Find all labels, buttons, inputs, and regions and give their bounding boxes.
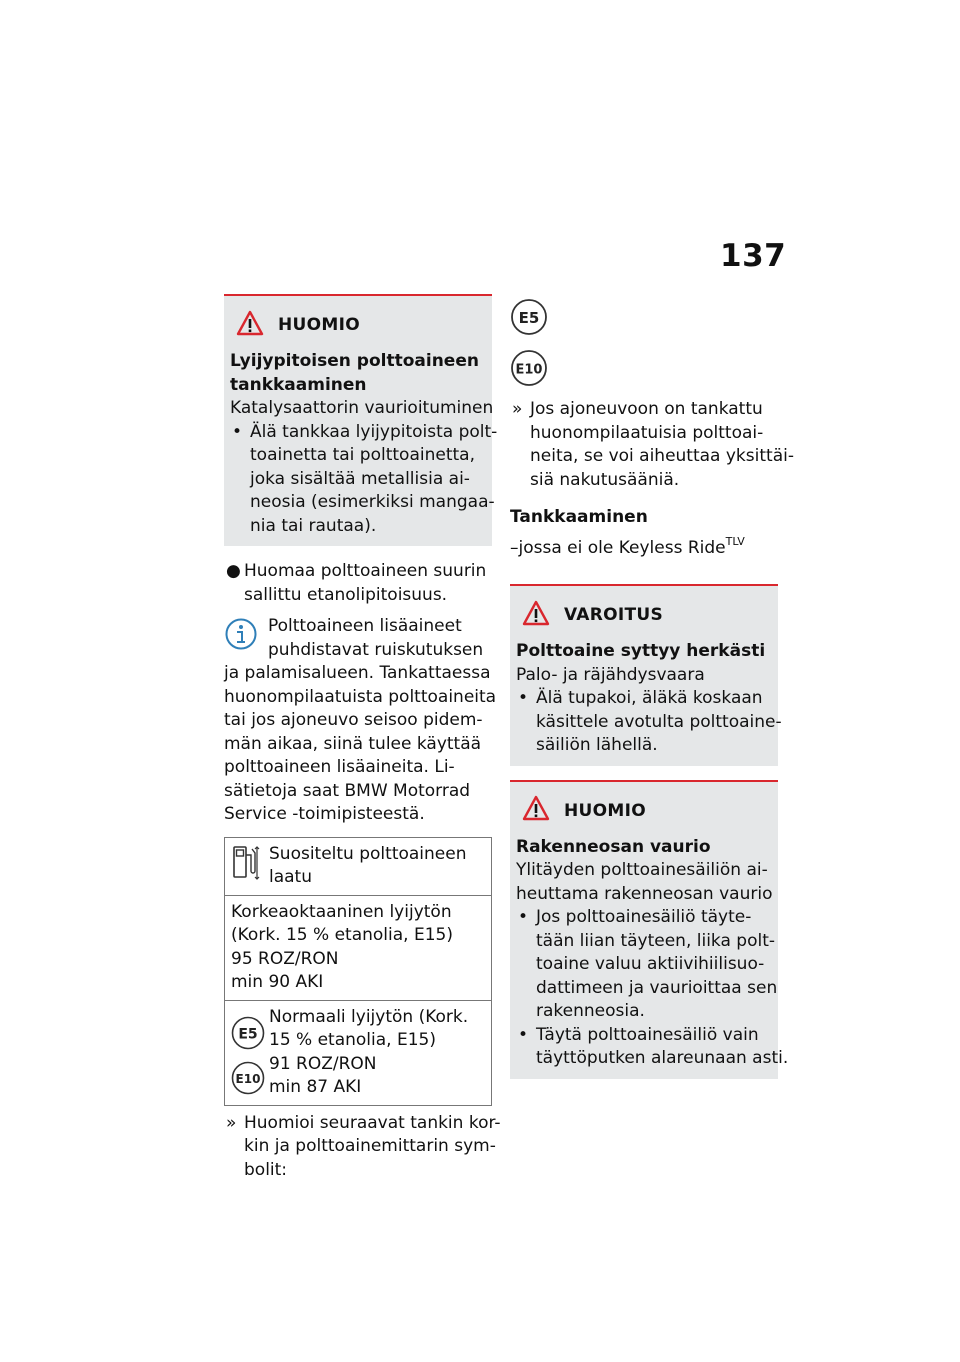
bullet-mark: • <box>518 1024 529 1045</box>
warning-bullet <box>516 687 772 711</box>
notice-box-overfill <box>510 780 789 1079</box>
info-text: ja palamisalueen. Tankattaessa <box>224 663 491 683</box>
notice-header <box>516 792 772 830</box>
bullet-mark: • <box>518 688 529 708</box>
bullet-text: Älä tankkaa lyijypitoista polt- <box>250 421 498 442</box>
warning-heading: Polttoaine syttyy herkästi <box>516 641 766 661</box>
page-number: 137 <box>720 238 787 274</box>
bullet-text: dattimeen ja vaurioittaa sen <box>536 977 778 998</box>
notice-header <box>230 306 486 344</box>
section-title: Tankkaaminen <box>510 507 648 527</box>
badge-text: E10 <box>515 362 543 378</box>
table-cell-text: 91 ROZ/RON <box>269 1053 377 1074</box>
table-row <box>225 895 492 1000</box>
ethanol-note-text: Huomaa polttoaineen suurin <box>244 561 487 581</box>
table-cell-text: min 90 AKI <box>231 972 324 992</box>
warning-header <box>516 596 772 634</box>
table-row <box>225 1000 492 1105</box>
table-cell <box>225 895 492 1000</box>
table-cell-text: Korkeaoktaaninen lyijytön <box>231 901 452 922</box>
action-step <box>510 398 778 422</box>
notice-cause: Ylitäyden polttoainesäiliön ai- <box>516 860 768 880</box>
action-text: neita, se voi aiheuttaa yksittäi- <box>530 446 794 466</box>
info-text: tai jos ajoneuvo seisoo pidem- <box>224 710 483 730</box>
dot-mark: ● <box>226 561 241 581</box>
notice-bullet <box>516 1024 772 1048</box>
notice-label: HUOMIO <box>278 315 360 335</box>
bullet-text: Täytä polttoainesäiliö vain <box>536 1024 759 1045</box>
table-cell-text: 15 % etanolia, E15) <box>269 1030 436 1050</box>
notice-bullet <box>516 906 772 930</box>
warning-label: VAROITUS <box>564 605 664 625</box>
info-icon <box>224 617 258 656</box>
e10-badge-icon <box>231 1061 265 1095</box>
table-cell <box>225 1000 492 1105</box>
bullet-text: täyttöputken alareunaan asti. <box>536 1048 789 1068</box>
info-text: sätietoja saat BMW Motorrad <box>224 780 471 801</box>
section-subtitle-text: –jossa ei ole Keyless Ride <box>510 537 726 558</box>
fuel-pump-icon <box>231 843 269 890</box>
e5-badge-icon <box>510 298 548 336</box>
e10-badge-icon <box>510 349 548 387</box>
action-text: Huomioi seuraavat tankin kor- <box>244 1112 501 1133</box>
info-text: Polttoaineen lisäaineet <box>268 616 462 636</box>
warning-triangle-icon <box>522 600 550 631</box>
info-text: Service -toimipisteestä. <box>224 804 425 824</box>
warning-box <box>510 584 782 766</box>
action-text: bolit: <box>244 1159 288 1180</box>
table-row <box>225 837 492 895</box>
table-cell-text: Normaali lyijytön (Kork. <box>269 1006 469 1027</box>
info-text: män aikaa, siinä tulee käyttää <box>224 733 482 754</box>
notice-heading-line: Lyijypitoisen polttoaineen <box>230 351 479 371</box>
action-mark: » <box>512 399 523 419</box>
action-mark: » <box>226 1112 237 1133</box>
notice-heading: Rakenneosan vaurio <box>516 836 711 857</box>
badge-text: E5 <box>238 1026 258 1042</box>
badge-text: E10 <box>235 1071 261 1086</box>
notice-cause: heuttama rakenneosan vaurio <box>516 883 773 904</box>
action-text: huonompilaatuisia polttoai- <box>530 422 764 443</box>
action-text: Jos ajoneuvoon on tankattu <box>530 399 763 419</box>
info-text: polttoaineen lisäaineita. Li- <box>224 757 455 777</box>
table-header-text: Suositeltu polttoaineen <box>269 843 467 864</box>
bullet-text: säiliön lähellä. <box>536 735 658 755</box>
table-header-text: laatu <box>269 867 312 887</box>
notice-cause: Katalysaattorin vaurioituminen <box>230 398 494 418</box>
notice-heading-line: tankkaaminen <box>230 374 367 395</box>
bullet-text: toaine valuu aktiivihiilisuo- <box>536 954 765 974</box>
bullet-text: tään liian täyteen, liika polt- <box>536 930 776 951</box>
bullet-text: nia tai rautaa). <box>250 515 377 536</box>
fuel-quality-table <box>224 837 492 1106</box>
table-cell-text: (Kork. 15 % etanolia, E15) <box>231 925 453 945</box>
left-column <box>224 294 501 1182</box>
notice-box-lead-fuel <box>224 294 498 546</box>
action-text: siä nakutusääniä. <box>530 469 680 490</box>
bullet-text: Älä tupakoi, äläkä koskaan <box>536 688 763 708</box>
right-column <box>510 294 794 1079</box>
info-text: huonompilaatuista polttoaineita <box>224 686 497 707</box>
bullet-text: rakenneosia. <box>536 1001 645 1021</box>
warning-triangle-icon <box>236 310 264 341</box>
e5-badge-icon <box>231 1016 265 1050</box>
warning-triangle-icon <box>522 795 550 826</box>
ethanol-note-text: sallittu etanolipitoisuus. <box>244 584 448 605</box>
bullet-mark: • <box>518 907 529 927</box>
bullet-mark: • <box>232 421 243 442</box>
notice-bullet <box>230 421 498 445</box>
action-step <box>224 1112 501 1136</box>
info-additives <box>224 615 497 827</box>
table-cell-text: 95 ROZ/RON <box>231 948 339 969</box>
bullet-text: neosia (esimerkiksi mangaa- <box>250 492 495 512</box>
bullet-text: toainetta tai polttoainetta, <box>250 445 475 465</box>
bullet-text: Jos polttoainesäiliö täyte- <box>536 907 752 927</box>
notice-label: HUOMIO <box>564 800 646 821</box>
section-subtitle <box>510 530 778 561</box>
bullet-text: käsittele avotulta polttoaine- <box>536 711 782 732</box>
action-text: kin ja polttoainemittarin sym- <box>244 1136 496 1156</box>
badge-text: E5 <box>518 309 540 327</box>
bullet-text: joka sisältää metallisia ai- <box>250 468 470 489</box>
table-cell-text: min 87 AKI <box>269 1077 362 1097</box>
warning-cause: Palo- ja räjähdysvaara <box>516 664 705 685</box>
table-cell <box>225 837 492 895</box>
section-superscript: TLV <box>725 534 745 548</box>
ethanol-note <box>224 560 492 584</box>
info-text: puhdistavat ruiskutuksen <box>268 639 484 660</box>
